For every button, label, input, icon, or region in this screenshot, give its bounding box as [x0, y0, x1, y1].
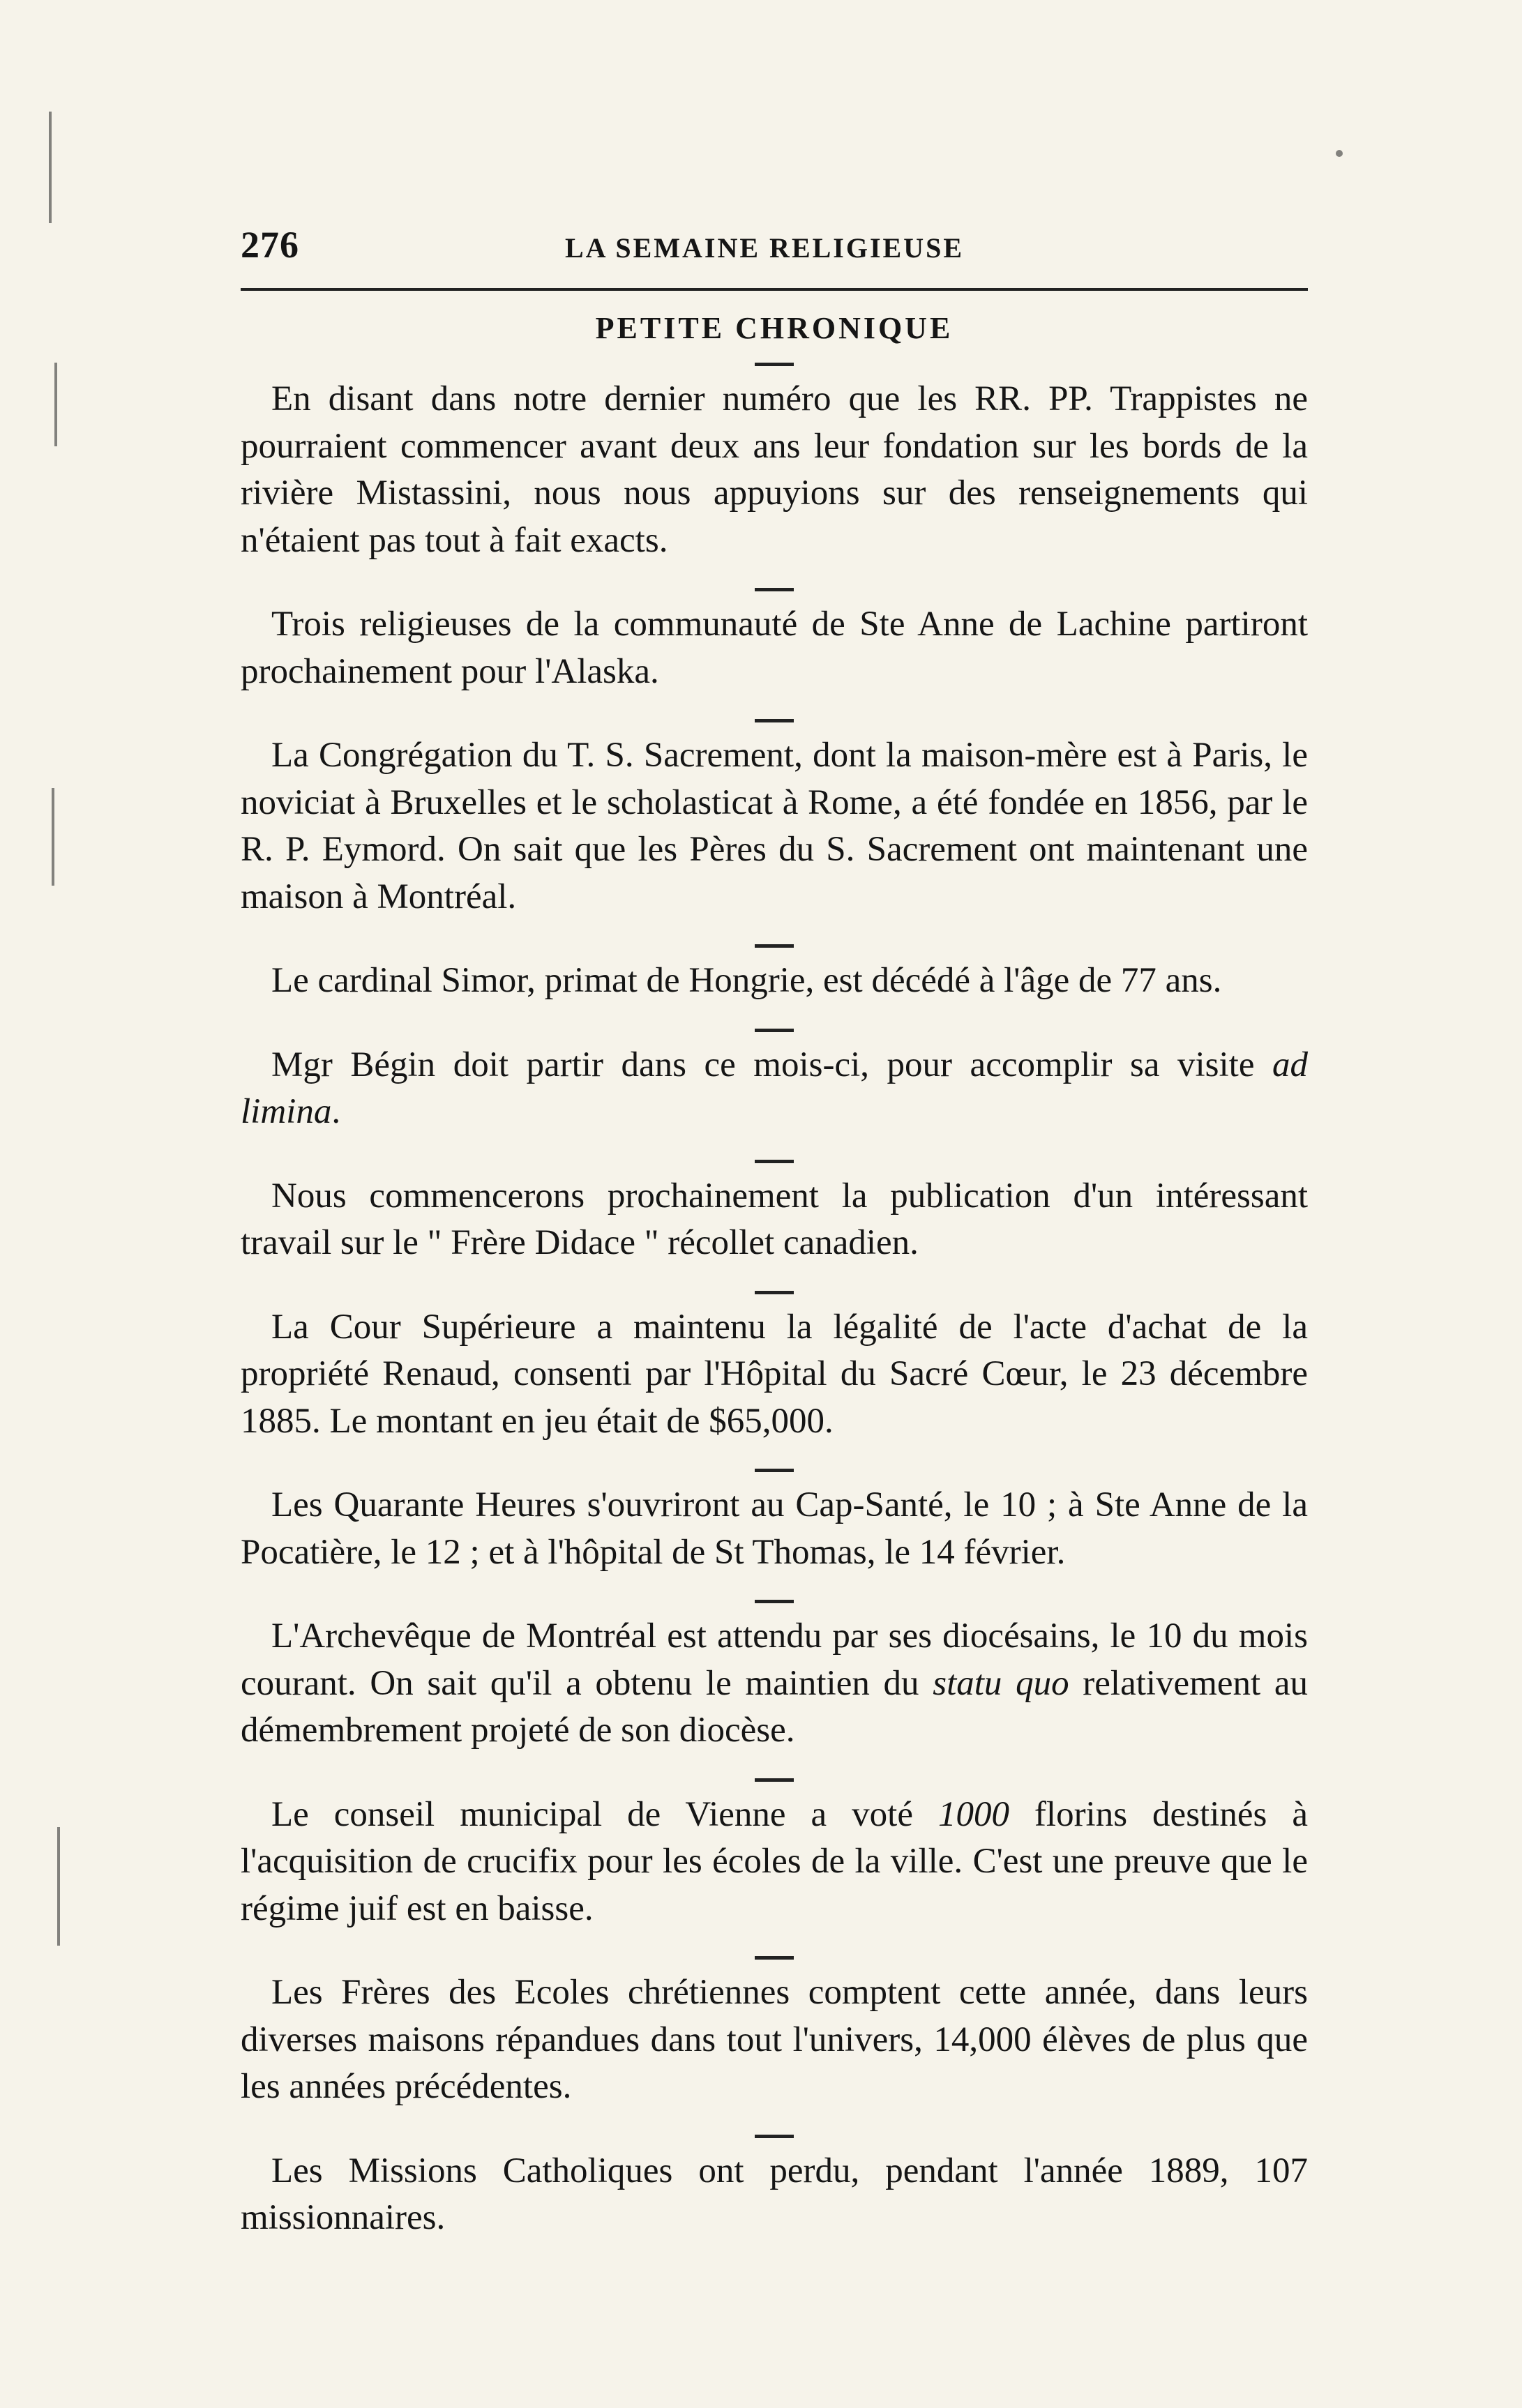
separator-dash: [755, 363, 794, 366]
separator-dash: [755, 1291, 794, 1294]
separator-dash: [755, 1956, 794, 1960]
news-item: Nous commencerons prochainement la publication d'un intéressant travail sur le " Frère Didace " récollet canadien.: [241, 1176, 1308, 1262]
header-rule: [241, 288, 1308, 291]
news-item: L'Archevêque de Montréal est attendu par ses diocésains, le 10 du mois courant. On sait qu'il a obtenu le maintien du statu quo relativement au démembrement projeté de son diocèse.: [241, 1616, 1308, 1750]
separator-dash: [755, 719, 794, 722]
news-item: En disant dans notre dernier numéro que les RR. PP. Trappistes ne pourraient commencer avant deux ans leur fondation sur les bords de la rivière Mistassini, nous nous appuyions sur des renseignements qui n'étaient pas tout à fait exacts.: [241, 379, 1308, 560]
news-item: Le cardinal Simor, primat de Hongrie, est décédé à l'âge de 77 ans.: [271, 961, 1222, 1000]
scan-mark: [52, 788, 54, 886]
news-item: Mgr Bégin doit partir dans ce mois-ci, pour accomplir sa visite ad limina.: [241, 1045, 1308, 1131]
separator-dash: [755, 1778, 794, 1782]
news-item: Trois religieuses de la communauté de Ste Anne de Lachine partiront prochainement pour l'Alaska.: [241, 605, 1308, 691]
scan-mark: [1336, 150, 1343, 157]
separator-dash: [755, 1029, 794, 1032]
news-item: Les Missions Catholiques ont perdu, pendant l'année 1889, 107 missionnaires.: [241, 2151, 1308, 2237]
scan-mark: [54, 363, 57, 446]
separator-dash: [755, 1469, 794, 1472]
separator-dash: [755, 1600, 794, 1603]
separator-dash: [755, 588, 794, 591]
chronicle-items: [241, 363, 1308, 2266]
separator-dash: [755, 2135, 794, 2138]
news-item: Le conseil municipal de Vienne a voté 1000 florins destinés à l'acquisition de crucifix pour les écoles de la ville. C'est une preuve que le régime juif est en baisse.: [241, 1794, 1308, 1928]
news-item: Les Frères des Ecoles chrétiennes comptent cette année, dans leurs diverses maisons répandues dans tout l'univers, 14,000 élèves de plus que les années précédentes.: [241, 1973, 1308, 2106]
running-head: LA SEMAINE RELIGIEUSE: [565, 232, 965, 264]
separator-dash: [755, 1160, 794, 1163]
news-item: La Cour Supérieure a maintenu la légalité de l'acte d'achat de la propriété Renaud, consenti par l'Hôpital du Sacré Cœur, le 23 décembre 1885. Le montant en jeu était de $65,000.: [241, 1307, 1308, 1441]
page-header: [241, 223, 1308, 279]
scan-mark: [57, 1827, 60, 1946]
news-item: La Congrégation du T. S. Sacrement, dont la maison-mère est à Paris, le noviciat à Bruxelles et le scholasticat à Rome, a été fondée en 1856, par le R. P. Eymord. On sait que les Pères du S. Sacrement ont maintenant une maison à Montréal.: [241, 736, 1308, 916]
page-number: 276: [241, 224, 299, 266]
section-title: PETITE CHRONIQUE: [595, 311, 954, 345]
separator-dash: [755, 944, 794, 948]
scan-mark: [49, 112, 52, 223]
news-item: Les Quarante Heures s'ouvriront au Cap-Santé, le 10 ; à Ste Anne de la Pocatière, le 12 ; et à l'hôpital de St Thomas, le 14 février.: [241, 1485, 1308, 1572]
